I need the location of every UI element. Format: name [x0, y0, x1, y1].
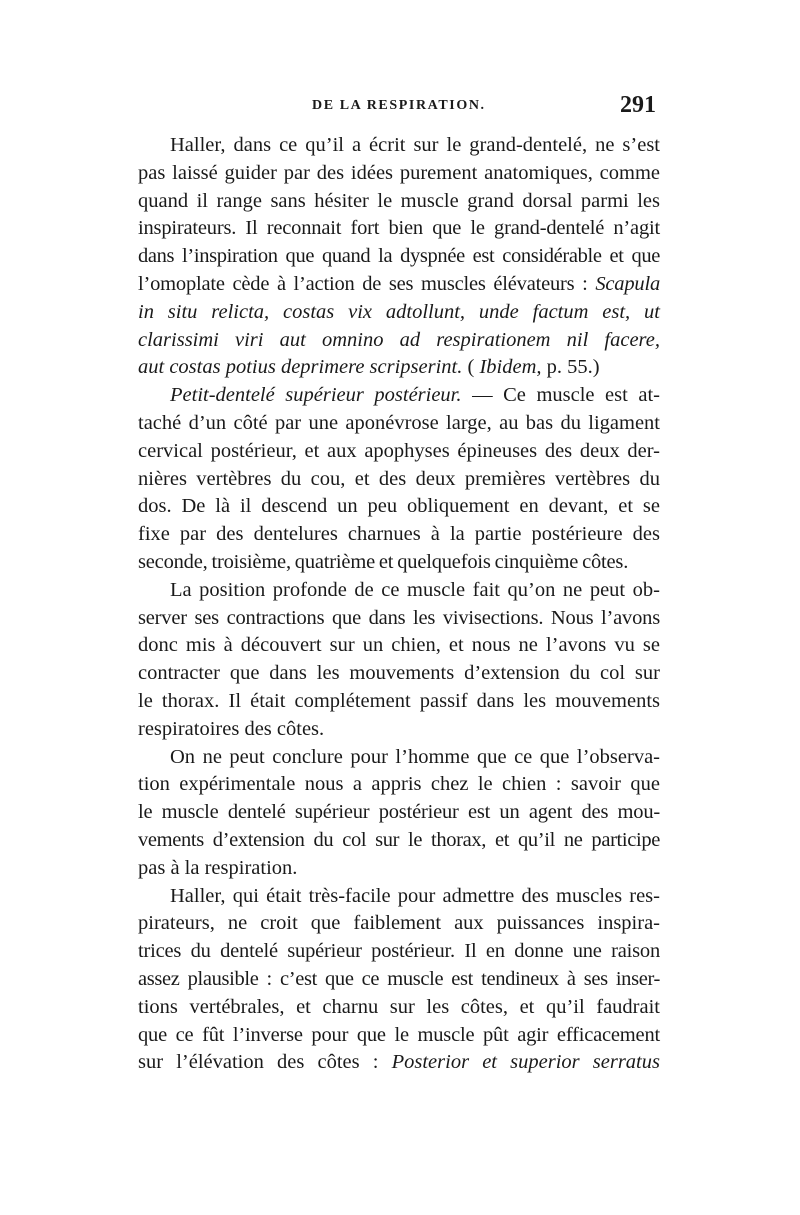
section-heading: Petit-dentelé supérieur postérieur. [170, 384, 462, 407]
page [138, 92, 660, 1077]
paragraph-2 [138, 382, 660, 577]
text-line: trices du dentelé supérieur postérieur. Il en donne une raison [138, 940, 660, 963]
text-line: Haller, dans ce qu’il a écrit sur le grand-dentelé, ne s’est [170, 134, 660, 156]
latin-quote-line: aut costas potius deprimere scripserint. [138, 356, 463, 379]
text-run: sur l’élévation des côtes : [138, 1051, 392, 1074]
paragraph-5 [138, 883, 660, 1078]
text-line: quand il range sans hésiter le muscle grand dorsal parmi les [138, 189, 660, 212]
text-line: nières vertèbres du cou, et des deux premières vertèbres du [138, 467, 660, 490]
text-line: La position profonde de ce muscle fait qu’on ne peut ob- [170, 578, 660, 601]
text-line: tions vertébrales, et charnu sur les côtes, et qu’il faudrait [138, 995, 660, 1018]
text-line: Haller, qui était très-facile pour admettre des muscles res- [170, 884, 660, 907]
text-line: dos. De là il descend un peu obliquement en devant, et se [138, 495, 660, 518]
text-line: assez plausible : c’est que ce muscle est tendineux à ses inser- [138, 967, 660, 990]
paragraph-1 [138, 132, 660, 382]
text-line [138, 271, 660, 299]
text-line: seconde, troisième, quatrième et quelquefois cinquième côtes. [138, 550, 629, 573]
paragraph-4 [138, 744, 660, 883]
text-run: l’omoplate cède à l’action de ses muscles élévateurs : [138, 272, 596, 295]
text-line: contracter que dans les mouvements d’extension du col sur [138, 662, 660, 685]
text-line: inspirateurs. Il reconnait fort bien que le grand-dentelé n’agit [138, 217, 660, 240]
citation-source: Ibidem, [479, 356, 542, 379]
text-line: pas à la respiration. [138, 856, 298, 879]
text-line: pirateurs, ne croit que faiblement aux puissances inspira- [138, 912, 660, 935]
latin-quote: Posterior et superior serratus [391, 1051, 660, 1074]
latin-quote-line: in situ relicta, costas vix adtollunt, unde factum est, ut [138, 300, 660, 323]
text-line: On ne peut conclure pour l’homme que ce que l’observa- [170, 745, 660, 768]
text-line: le thorax. Il était complétement passif dans les mouvements [138, 689, 660, 712]
running-title: DE LA RESPIRATION. [312, 98, 486, 113]
text-line: taché d’un côté par une aponévrose large, au bas du ligament [138, 411, 660, 434]
text-line: cervical postérieur, et aux apophyses épineuses des deux der- [138, 439, 660, 462]
citation-open: ( [462, 356, 480, 379]
text-line: respiratoires des côtes. [138, 717, 325, 740]
text-line [138, 354, 660, 382]
text-line: que ce fût l’inverse pour que le muscle pût agir efficacement [138, 1023, 660, 1046]
latin-quote: Scapula [595, 272, 660, 295]
text-line: fixe par des dentelures charnues à la partie postérieure des [138, 523, 660, 546]
text-run: — Ce muscle est at- [461, 384, 660, 407]
text-line: dans l’inspiration que quand la dyspnée est considérable et que [138, 245, 660, 268]
text-line: pas laissé guider par des idées purement anatomiques, comme [138, 161, 660, 184]
paragraph-3 [138, 577, 660, 744]
text-line: vements d’extension du col sur le thorax, et qu’il ne participe [138, 828, 660, 851]
text-line [138, 382, 660, 410]
latin-quote-line: clarissimi viri aut omnino ad respirationem nil facere, [138, 328, 660, 351]
running-head [138, 92, 660, 132]
text-line [138, 1049, 660, 1077]
text-line: server ses contractions que dans les vivisections. Nous l’avons [138, 606, 660, 629]
text-line: donc mis à découvert sur un chien, et nous ne l’avons vu se [138, 634, 660, 657]
citation-close: p. 55.) [541, 356, 600, 379]
page-number: 291 [620, 92, 656, 118]
text-line: tion expérimentale nous a appris chez le chien : savoir que [138, 773, 660, 796]
text-line: le muscle dentelé supérieur postérieur est un agent des mou- [138, 801, 660, 824]
